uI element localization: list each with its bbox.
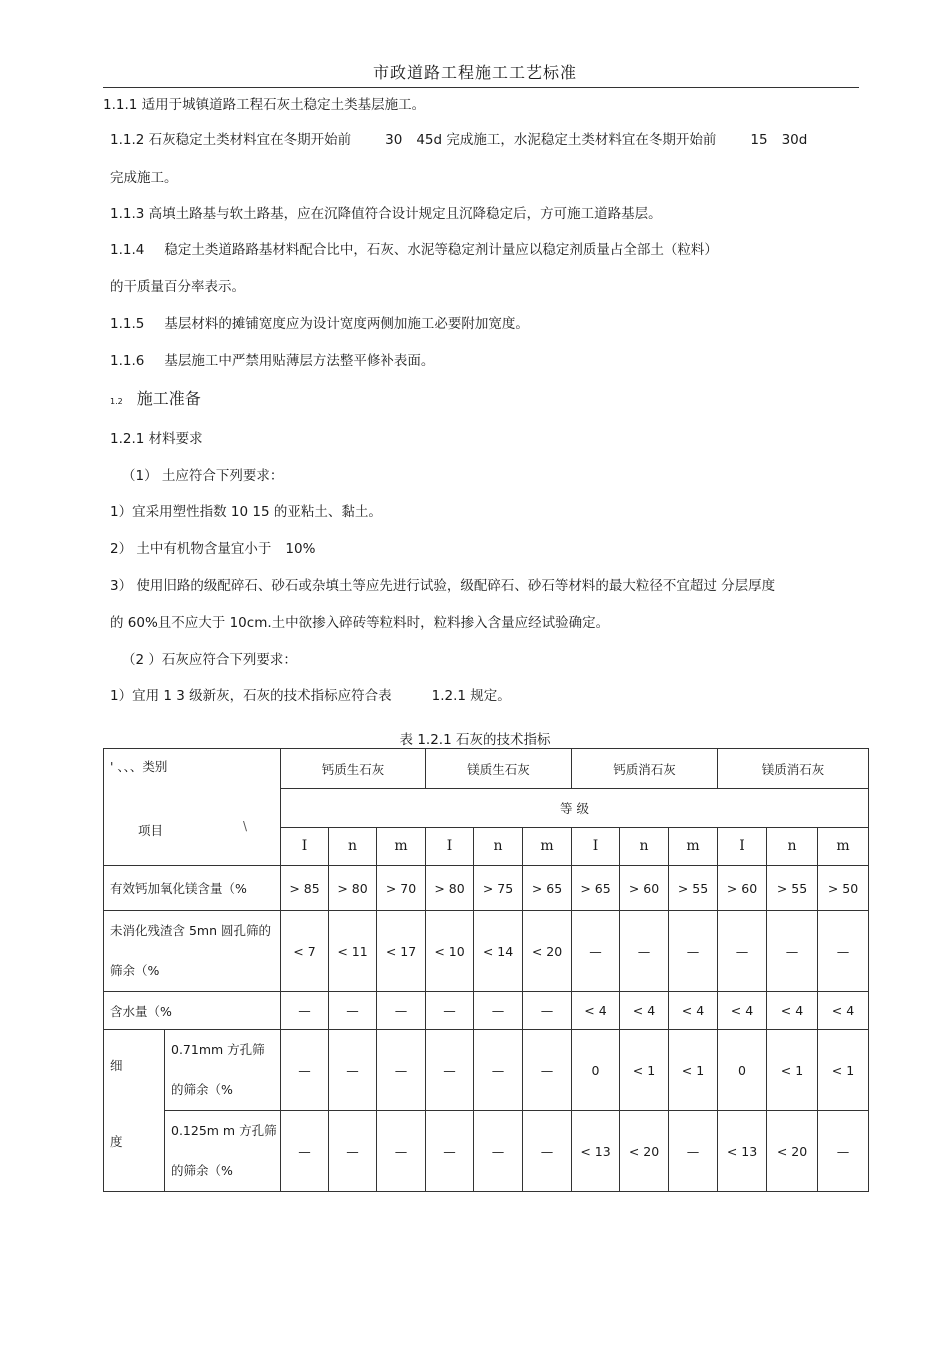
row-label-line: 0.125m m 方孔筛 (171, 1123, 277, 1138)
grade-cell: n (474, 827, 523, 865)
item-soil-3: 3） 使用旧路的级配碎石、砂石或杂填土等应先进行试验，级配碎石、砂石等材料的最大粒径不宜超过 分层厚度 (110, 578, 776, 594)
table-cell: — (523, 1030, 572, 1111)
table-row (104, 992, 869, 1030)
clause-1-1-6-text: 基层施工中严禁用贴薄层方法整平修补表面。 (164, 353, 435, 369)
table-cell: < 20 (620, 1111, 669, 1192)
table-cell: > 65 (572, 866, 620, 911)
table-cell: < 7 (281, 911, 329, 992)
grade-cell: m (523, 827, 572, 865)
clause-1-1-2-part4: 15 (750, 132, 768, 148)
row-label-line: 的筛余（% (171, 1082, 233, 1097)
table-cell: — (281, 992, 329, 1030)
table-cell: < 4 (620, 992, 669, 1030)
item-lime-1-ref: 1.2.1 规定。 (431, 688, 511, 704)
table-cell: — (377, 1030, 426, 1111)
table-cell: < 4 (669, 992, 718, 1030)
section-1-2-title: 施工准备 (136, 389, 201, 408)
clause-1-1-5-number: 1.1.5 (110, 316, 145, 332)
section-1-2-number: 1.2 (110, 397, 123, 406)
table-cell: — (523, 992, 572, 1030)
grade-cell: I (426, 827, 474, 865)
row-label (165, 1111, 281, 1192)
clause-1-1-2-part3: 45d 完成施工，水泥稳定土类材料宜在冬期开始前 (416, 132, 717, 148)
table-cell: > 55 (669, 866, 718, 911)
grade-cell: I (718, 827, 767, 865)
table-cell: — (718, 911, 767, 992)
group-header: 镁质生石灰 (426, 749, 572, 789)
row-label (104, 911, 281, 992)
table-cell: — (329, 1111, 377, 1192)
grade-cell: m (818, 827, 869, 865)
grade-cell: m (669, 827, 718, 865)
table-cell: < 4 (767, 992, 818, 1030)
row-label: 有效钙加氧化镁含量（% (104, 866, 281, 911)
clause-1-1-4 (110, 241, 718, 259)
table-cell: — (474, 1111, 523, 1192)
clause-1-1-3: 1.1.3 高填土路基与软土路基，应在沉降值符合设计规定且沉降稳定后，方可施工道路基层。 (110, 206, 662, 222)
table-cell: > 70 (377, 866, 426, 911)
grade-cell: m (377, 827, 426, 865)
item-lime-1-text: 1）宜用 1 3 级新灰，石灰的技术指标应符合表 (110, 688, 392, 704)
item-soil-2 (110, 540, 315, 558)
fineness-label (104, 1030, 165, 1192)
table-cell: — (818, 1111, 869, 1192)
row-label-line: 筛余（% (110, 963, 160, 978)
row-label-line: 的筛余（% (171, 1163, 233, 1178)
table-cell: < 1 (767, 1030, 818, 1111)
table-cell: < 17 (377, 911, 426, 992)
clause-1-1-2 (110, 131, 807, 149)
table-row (104, 1111, 869, 1192)
table-cell: > 55 (767, 866, 818, 911)
clause-1-1-6-number: 1.1.6 (110, 353, 145, 369)
row-label: 含水量（% (104, 992, 281, 1030)
table-cell: — (377, 992, 426, 1030)
table-cell: < 4 (572, 992, 620, 1030)
table-cell: — (329, 992, 377, 1030)
clause-1-1-4-text: 稳定土类道路路基材料配合比中，石灰、水泥等稳定剂计量应以稳定剂质量占全部土（粒料） (164, 242, 718, 258)
row-label-line: 未消化残渣含 5mn 圆孔筛的 (110, 923, 271, 938)
table-cell: < 20 (523, 911, 572, 992)
page-header-title: 市政道路工程施工工艺标准 (372, 63, 577, 82)
group-header: 钙质消石灰 (572, 749, 718, 789)
item-soil-1: 1）宜采用塑性指数 10 15 的亚粘土、黏土。 (110, 504, 382, 520)
lime-spec-table (103, 748, 869, 1192)
table-cell: — (426, 1111, 474, 1192)
item-soil-2-text: 2） 土中有机物含量宜小于 (110, 541, 272, 557)
table-cell: — (474, 992, 523, 1030)
fineness-label-top: 细 (110, 1058, 123, 1073)
table-cell: > 85 (281, 866, 329, 911)
corner-slash: \ (243, 819, 248, 833)
item-lime-requirements: （2 ）石灰应符合下列要求： (122, 652, 297, 668)
group-header: 钙质生石灰 (281, 749, 426, 789)
table-cell: — (377, 1111, 426, 1192)
group-header: 镁质消石灰 (718, 749, 869, 789)
table-cell: < 4 (818, 992, 869, 1030)
table-cell: < 1 (620, 1030, 669, 1111)
table-cell: < 1 (818, 1030, 869, 1111)
table-cell: — (572, 911, 620, 992)
table-cell: — (426, 992, 474, 1030)
clause-1-1-1: 1.1.1 适用于城镇道路工程石灰土稳定土类基层施工。 (103, 97, 426, 113)
table-cell: 0 (718, 1030, 767, 1111)
grade-cell: I (572, 827, 620, 865)
grade-cell: n (767, 827, 818, 865)
section-1-2-heading (110, 390, 201, 411)
clause-1-1-5 (110, 315, 529, 333)
table-cell: > 60 (620, 866, 669, 911)
row-label-line: 0.71mm 方孔筛 (171, 1042, 265, 1057)
table-cell: — (329, 1030, 377, 1111)
table-cell: < 11 (329, 911, 377, 992)
table-cell: > 80 (329, 866, 377, 911)
grade-cell: n (329, 827, 377, 865)
table-cell: > 65 (523, 866, 572, 911)
clause-1-2-1: 1.2.1 材料要求 (110, 431, 203, 447)
grade-header: 等 级 (281, 789, 869, 827)
row-label (165, 1030, 281, 1111)
fineness-label-bottom: 度 (110, 1134, 123, 1149)
table-cell: < 10 (426, 911, 474, 992)
table-cell: — (426, 1030, 474, 1111)
corner-item-label: 项目 (138, 823, 164, 838)
clause-1-1-4-number: 1.1.4 (110, 242, 145, 258)
clause-1-1-2-part1: 1.1.2 石灰稳定土类材料宜在冬期开始前 (110, 132, 352, 148)
table-cell: < 13 (572, 1111, 620, 1192)
table-cell: > 80 (426, 866, 474, 911)
table-cell: < 4 (718, 992, 767, 1030)
table-caption: 表 1.2.1 石灰的技术指标 (399, 732, 551, 748)
table-cell: — (767, 911, 818, 992)
clause-1-1-2-part5: 30d (781, 132, 808, 148)
item-soil-3-continued: 的 60%且不应大于 10cm.土中欲掺入碎砖等粒料时，粒料掺入含量应经试验确定。 (110, 615, 610, 631)
header-divider (103, 87, 859, 88)
table-cell: > 60 (718, 866, 767, 911)
table-cell: > 75 (474, 866, 523, 911)
table-cell: — (669, 1111, 718, 1192)
table-cell: — (620, 911, 669, 992)
item-soil-2-value: 10% (285, 541, 316, 557)
clause-1-1-2-part2: 30 (385, 132, 403, 148)
table-cell: < 1 (669, 1030, 718, 1111)
clause-1-1-2-continued: 完成施工。 (110, 170, 178, 186)
item-lime-1 (110, 687, 511, 705)
table-cell: — (281, 1111, 329, 1192)
table-row (104, 1030, 869, 1111)
clause-1-1-5-text: 基层材料的摊铺宽度应为设计宽度两侧加施工必要附加宽度。 (164, 316, 529, 332)
table-cell: — (818, 911, 869, 992)
table-cell: — (281, 1030, 329, 1111)
table-row (104, 911, 869, 992)
clause-1-1-6 (110, 352, 434, 370)
table-cell: — (523, 1111, 572, 1192)
grade-cell: I (281, 827, 329, 865)
table-cell: < 14 (474, 911, 523, 992)
table-row (104, 866, 869, 911)
table-cell: — (669, 911, 718, 992)
table-corner-header (104, 749, 281, 866)
corner-category-label: ' 、、、类别 (110, 759, 168, 774)
table-cell: — (474, 1030, 523, 1111)
table-cell: < 13 (718, 1111, 767, 1192)
grade-cell: n (620, 827, 669, 865)
table-cell: < 20 (767, 1111, 818, 1192)
table-cell: > 50 (818, 866, 869, 911)
clause-1-1-4-continued: 的干质量百分率表示。 (110, 279, 245, 295)
item-soil-requirements: （1） 土应符合下列要求： (122, 468, 284, 484)
table-cell: 0 (572, 1030, 620, 1111)
